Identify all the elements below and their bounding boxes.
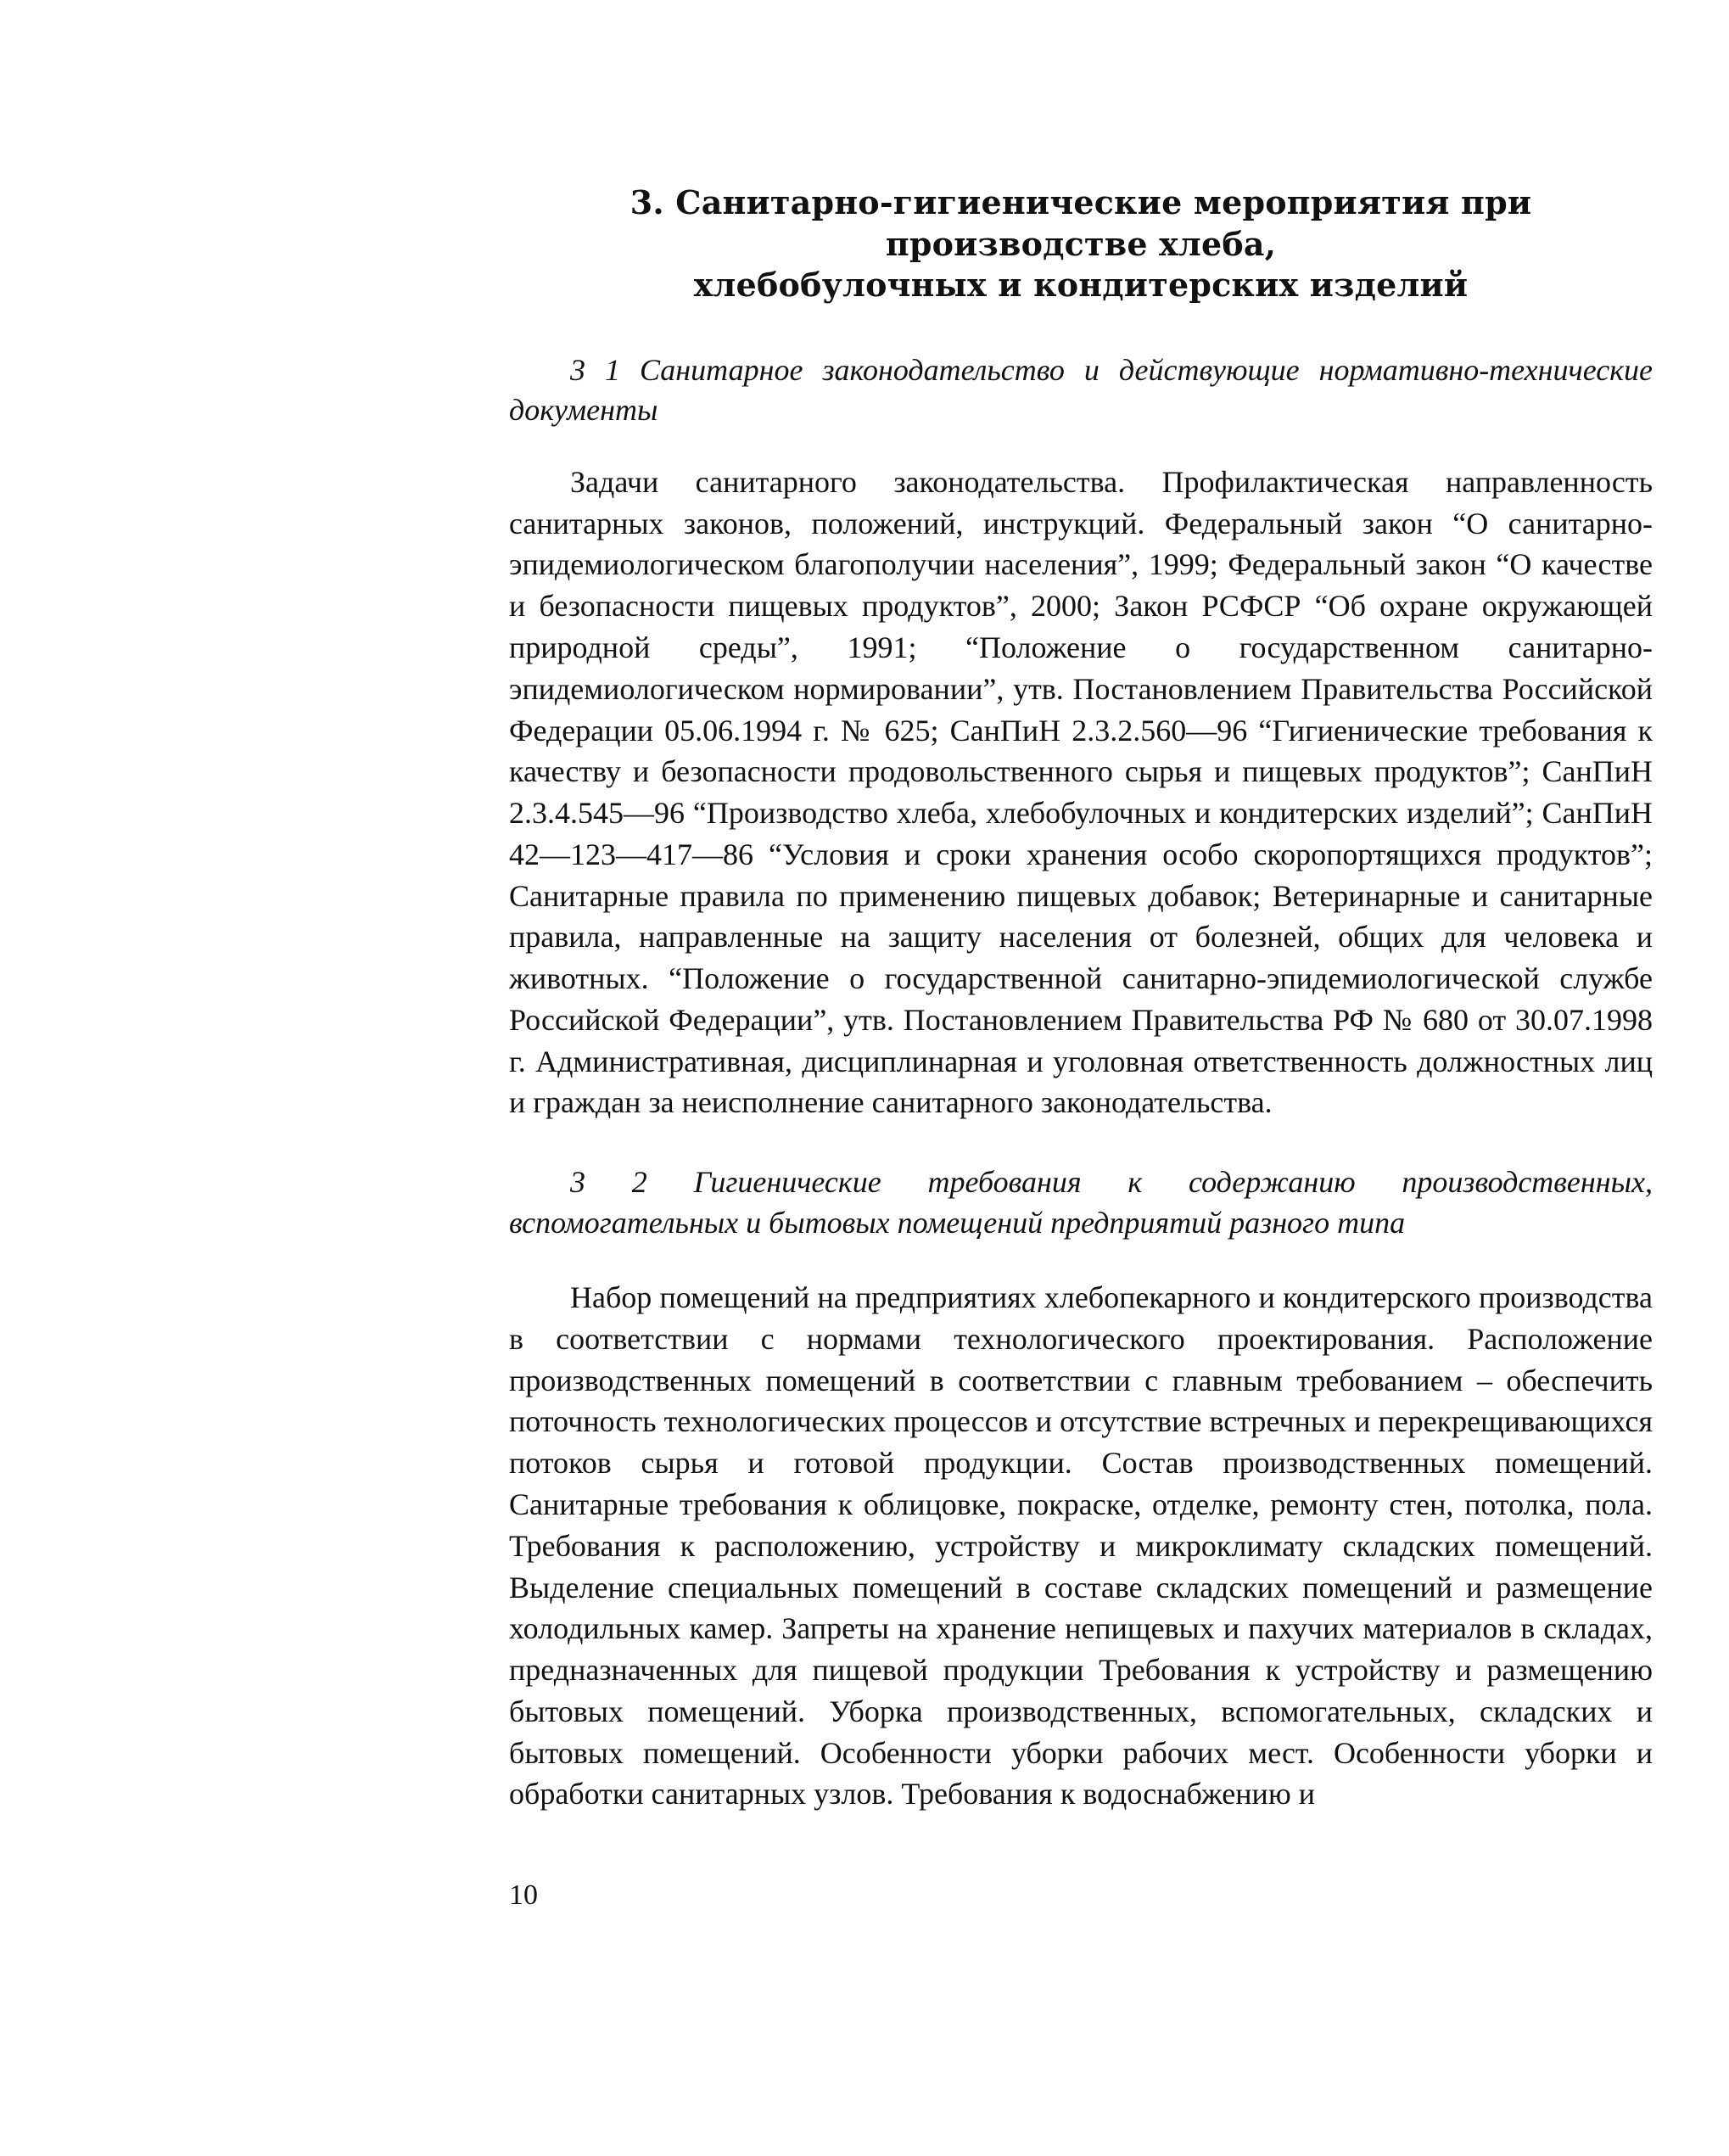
section-paragraph-3-1: Задачи санитарного законодательства. Профилактическая направленность санитарных законов, положений, инструкций. Федеральный закон “О санитарно-эпидемиологическом благополучии населения”, 1999; Федеральный закон “О качестве и безопасности пищевых продуктов”, 2000; Закон РСФСР “Об охране окружающей природной среды”, 1991; “Положение о государственном санитарно-эпидемиологическом нормировании”, утв. Постановлением Правительства Российской Федерации 05.06.1994 г. № 625; СанПиН 2.3.2.560—96 “Гигиенические требования к качеству и безопасности продовольственного сырья и пищевых продуктов”; СанПиН 2.3.4.545—96 “Производство хлеба, хлебобулочных и кондитерских изделий”; СанПиН 42—123—417—86 “Условия и сроки хранения особо скоропортящихся продуктов”; Санитарные правила по применению пищевых добавок; Ветеринарные и санитарные правила, направленные на защиту населения от болезней, общих для человека и животных. “Положение о государственной санитарно-эпидемиологической службе Российской Федерации”, утв. Постановлением Правительства РФ № 680 от 30.07.1998 г. Административная, дисциплинарная и уголовная ответственность должностных лиц и граждан за неисполнение санитарного законодательства. <box>509 464 1653 1120</box>
section-paragraph-3-2: Набор помещений на предприятиях хлебопекарного и кондитерского производства в соответствии с нормами технологического проектирования. Расположение производственных помещений в соответствии с главным требованием – обеспечить поточность технологических процессов и отсутствие встречных и перекрещивающихся потоков сырья и готовой продукции. Состав производственных помещений. Санитарные требования к облицовке, покраске, отделке, ремонту стен, потолка, пола. Требования к расположению, устройству и микроклимату складских помещений. Выделение специальных помещений в составе складских помещений и размещение холодильных камер. Запреты на хранение непищевых и пахучих материалов в складах, предназначенных для пищевой продукции Требования к устройству и размещению бытовых помещений. Уборка производственных, вспомогательных, складских и бытовых помещений. Особенности уборки рабочих мест. Особенности уборки и обработки санитарных узлов. Требования к водоснабжению и <box>509 1280 1653 1812</box>
section-heading-3-2: 3 2 Гигиенические требования к содержанию производственных, вспомогательных и бытовых помещений предприятий разного типа <box>509 1165 1653 1240</box>
page-content <box>509 182 1653 1815</box>
chapter-title-line-2: хлебобулочных и кондитерских изделий <box>693 266 1469 305</box>
page-number: 10 <box>509 1879 538 1911</box>
section-heading-3-1: 3 1 Санитарное законодательство и действующие нормативно-технические документы <box>509 352 1653 428</box>
chapter-title-line-1: 3. Санитарно-гигиенические мероприятия при производстве хлеба, <box>629 183 1532 263</box>
chapter-title <box>509 182 1653 306</box>
